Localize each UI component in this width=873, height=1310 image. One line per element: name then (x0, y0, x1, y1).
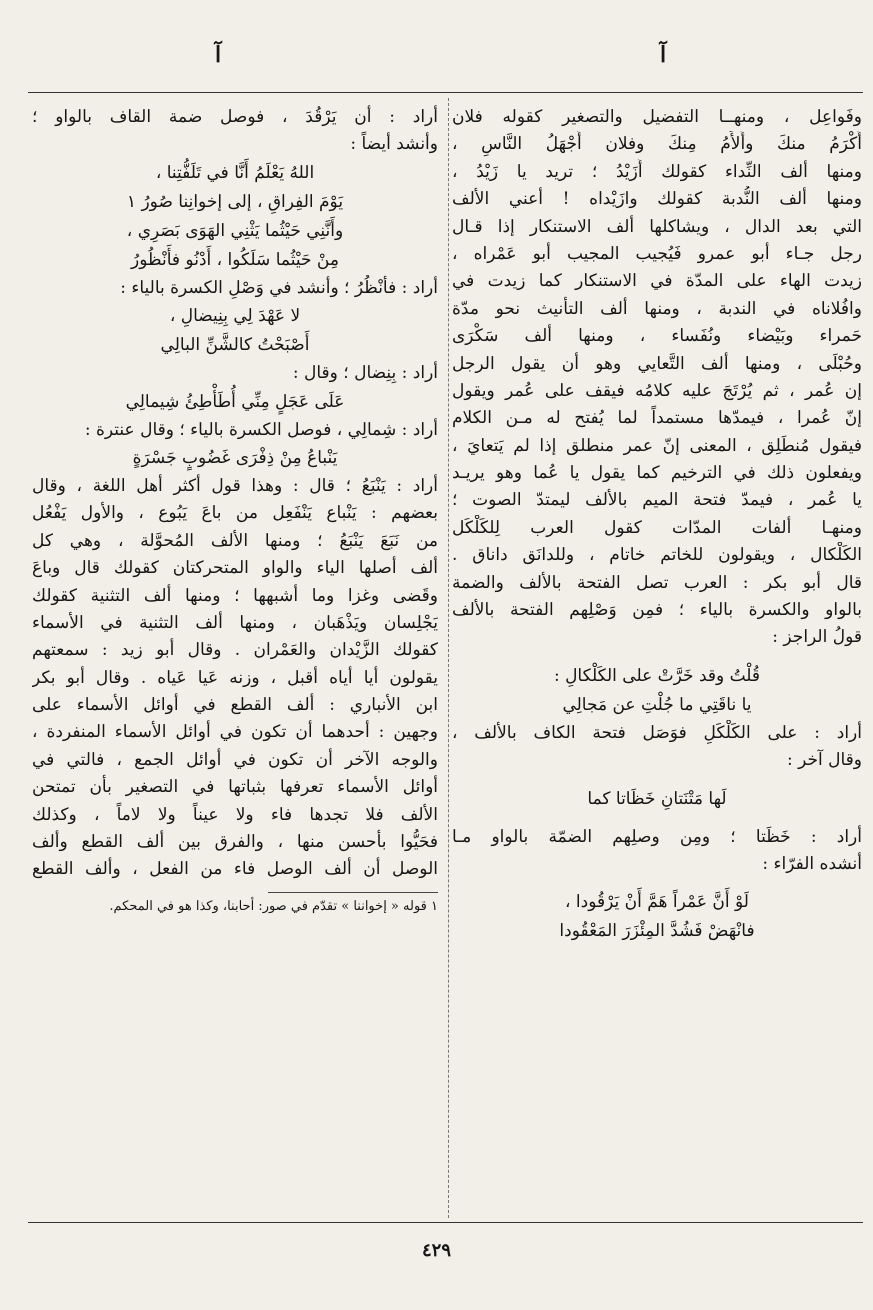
text-line: أراد : على الكَلْكَلِ فوَصَل فتحة الكاف بالألف ، (452, 722, 862, 743)
left-column (32, 104, 438, 917)
verse-line: أَصْبَحْتُ كالشَّنِّ البالِي (160, 335, 310, 356)
header-rule (28, 92, 863, 93)
text-line: التي بعد الدال ، ويشاكلها ألف الاستنكار إذا قـال (452, 216, 862, 237)
text-line: وافُلاناه في الندبة ، ومنها ألف التأنيث نحو مدّة (452, 298, 862, 319)
verse-line: يا ناقَتِي ما جُلْتِ عن مَجالِي (562, 694, 752, 715)
text-line: يَجْلِسان ويَذْهَبان ، ومنها ألف التثنية في الأسماء (32, 612, 438, 633)
verse-line: فانْهَضْ فَشُدَّ المِئْزَرَ المَعْقُودا (559, 921, 755, 942)
page-number: ٤٢٩ (421, 1240, 451, 1261)
left-column-paragraph-3 (32, 360, 438, 387)
footnote-rule (268, 892, 438, 893)
left-column-paragraph-4 (32, 417, 438, 444)
text-line: أوائل الأسماء تعرفها بثباتها في التصغير بأَن تمتحن (32, 777, 438, 798)
verse-block (32, 302, 438, 360)
text-line: الكَلْكال ، ويقولون للخاتم خاتام ، وللدانَق داناق . (452, 545, 862, 566)
text-line: وقال آخر : (786, 750, 862, 771)
footnote: ١ قوله « إخواننا » تقدّم في صور: أحابنا، وكذا هو في المحكم. (109, 898, 438, 914)
left-column-paragraph-5 (32, 473, 438, 884)
text-line: أَكْرَمُ منكَ وأَلأَمُ مِنكَ وفلان أَجْهَلُ النَّاسِ ، (452, 134, 862, 155)
text-line: أراد : يَنْبَعُ ؛ قال : وهذا قول أكثر أهل اللغة ، وقال (32, 475, 438, 496)
verse-line: اللهُ يَعْلَمُ أَنَّا في تَلَفُّتِنا ، (155, 162, 315, 183)
text-line: أراد : خَظَتا ؛ ومِن وصلِهم الضمّة بالواو مـا (452, 826, 862, 847)
text-line: وفَواعِل ، ومنهــا التفضيل والتصغير كقوله فلان (452, 107, 862, 127)
verse-block (32, 388, 438, 417)
text-line: يقولون أيا أياه أقبل ، وزنه عَيا عَياه . وقال أبو بكر (32, 667, 438, 688)
text-line: ومنها ألف النِّداء كقولك أَزَيْدُ ؛ تريد يا زَيْدُ ، (452, 161, 862, 182)
text-line: والوجه الآخر أن تكون في أوائل الجمع ، فالتي في (32, 749, 438, 770)
verse-line: قُلْتُ وقد خَرَّتْ على الكَلْكالِ : (553, 665, 761, 686)
verse-block (32, 159, 438, 275)
text-line: من نَبَعَ يَنْبَعُ ؛ ومنها الألف المُحوَّلة ، وهي كل (32, 530, 438, 551)
text-line: إنّ عُمرا ، فيمدّها مستمداً لما يُفتح له مـن الكلام (452, 408, 862, 429)
text-line: فحَيُّوا بأَحسن منها ، والفرق بين ألف القطع وألف (32, 832, 438, 853)
text-line: ألف أصلها الياء والواو المتحركتان كقولك قال وباعَ (32, 558, 438, 579)
text-line: حَمراء وبَيْضاء ونُفَساء ، ومنها ألف سَكْرَى (452, 326, 862, 347)
footer-rule (28, 1222, 863, 1223)
text-line: زيدت الهاء على المدّة في الاستنكار كما زيدت في (452, 271, 862, 292)
verse-line: عَلَى عَجَلٍ مِنِّي أُطَأْطِئُ شِيمالِي (125, 391, 345, 412)
text-line: أراد : أن يَرْقُدَ ، فوصل ضمة القاف بالواو ؛ (32, 107, 438, 127)
text-line: أراد : شِمالِي ، فوصل الكسرة بالياء ؛ وقال عنترة : (84, 419, 438, 440)
text-line: قولُ الراجز : (772, 627, 862, 648)
verse-line: لَوْ أَنَّ عَمْراً هَمَّ أَنْ يَرْقُودا ، (565, 892, 749, 913)
left-column-paragraph-1 (32, 104, 438, 159)
text-line: ابن الأنباري : ألف القطع في أوائل الأسماء على (32, 695, 438, 716)
verse-line: يَوْمَ الفِراقِ ، إلى إخوانِنا صُورُ ١ (126, 191, 344, 212)
text-line: بعضهم : يَنْباع يَنْفَعِل من باعَ يَبُوع ، والأول يَفْعُل (32, 503, 438, 524)
text-line: كقولك الزَّيْدان والعَمْران . وقال أبو زيد : سمعتهم (32, 640, 438, 661)
running-header-left: آ (215, 42, 222, 68)
column-divider (448, 98, 449, 1218)
text-line: وقَضى وغزا وما أشبهها ؛ ومنها ألف التثنية كقولك (32, 585, 438, 606)
verse-line: يَنْباعُ مِنْ ذِفْرَى غَضُوبٍ جَسْرَةٍ (132, 447, 338, 468)
text-line: بالواو والكسرة بالياء ؛ فمِن وَصْلِهم الفتحة بالألف (452, 600, 862, 621)
text-line: وجهين : أحدهما أن تكون في أوائل الأسماء المنفردة ، (32, 722, 438, 743)
verse-line: لا عَهْدَ لِي بِنِيضالِ ، (169, 306, 301, 327)
text-line: ومنهـا ألفات المدّات كقول العرب لِلكَلْكَل (452, 517, 862, 538)
text-line: وأنشد أيضاً : (350, 134, 438, 155)
text-line: الألف فلا تجدها فاء ولا عيناً ولا لاماً ، وكذلك (32, 804, 438, 825)
right-column (452, 104, 862, 946)
text-line: أنشده الفرّاء : (762, 853, 862, 874)
text-line: أراد : فأَنْظُرُ ؛ وأنشد في وَصْلِ الكسرة بالياء : (120, 277, 438, 298)
verse-block (452, 888, 862, 946)
verse-line: لَها مَتْنَتانِ خَظَاتا كما (587, 788, 727, 809)
verse-line: وأَنَّنِي حَيْثُما يَثْنِي الهَوَى بَصَرِي ، (126, 220, 344, 241)
running-header-right: آ (660, 42, 667, 68)
right-column-paragraph-2 (452, 720, 862, 775)
text-line: قال أبو بكر : العرب تصل الفتحة بالألف والضمة (452, 572, 862, 593)
text-line: ويفعلون ذلك في الترخيم كما يقول يا عُما وهو يريـد (452, 463, 862, 484)
text-line: أراد : بِنِضال ؛ وقال : (292, 363, 438, 384)
verse-block (452, 785, 862, 814)
text-line: الوصل أن ألف الوصل فاء من الفعل ، وألف القطع (32, 859, 438, 880)
text-line: فيقول مُنطَلِق ، المعنى إنّ عمر منطلق إذا لم يَتعايَ ، (452, 435, 862, 456)
text-line: إن عُمر ، ثم يُرْتَجَ عليه كلامُه فيقف على عُمر ويقول (452, 380, 862, 401)
text-line: رجل جـاء أبو عمرو فَيُجيب المجيب أبو عَمْراه ، (452, 243, 862, 264)
verse-line: مِنْ حَيْثُما سَلَكُوا ، أَدْنُو فأَنْظُورُ (131, 249, 339, 270)
right-column-paragraph-3 (452, 824, 862, 879)
text-line: يا عُمر ، فيمدّ فتحة الميم بالألف ليمتدّ الصوت ؛ (452, 490, 862, 511)
text-line: وحُبْلَى ، ومنها ألف التَّعايي وهو أن يقول الرجل (452, 353, 862, 374)
verse-block (452, 662, 862, 720)
verse-block (32, 444, 438, 473)
text-line: ومنها ألف النُّدبة كقولك وازَيْداه ! أعني الألف (452, 189, 862, 210)
left-column-paragraph-2 (32, 275, 438, 302)
right-column-paragraph-1 (452, 104, 862, 652)
